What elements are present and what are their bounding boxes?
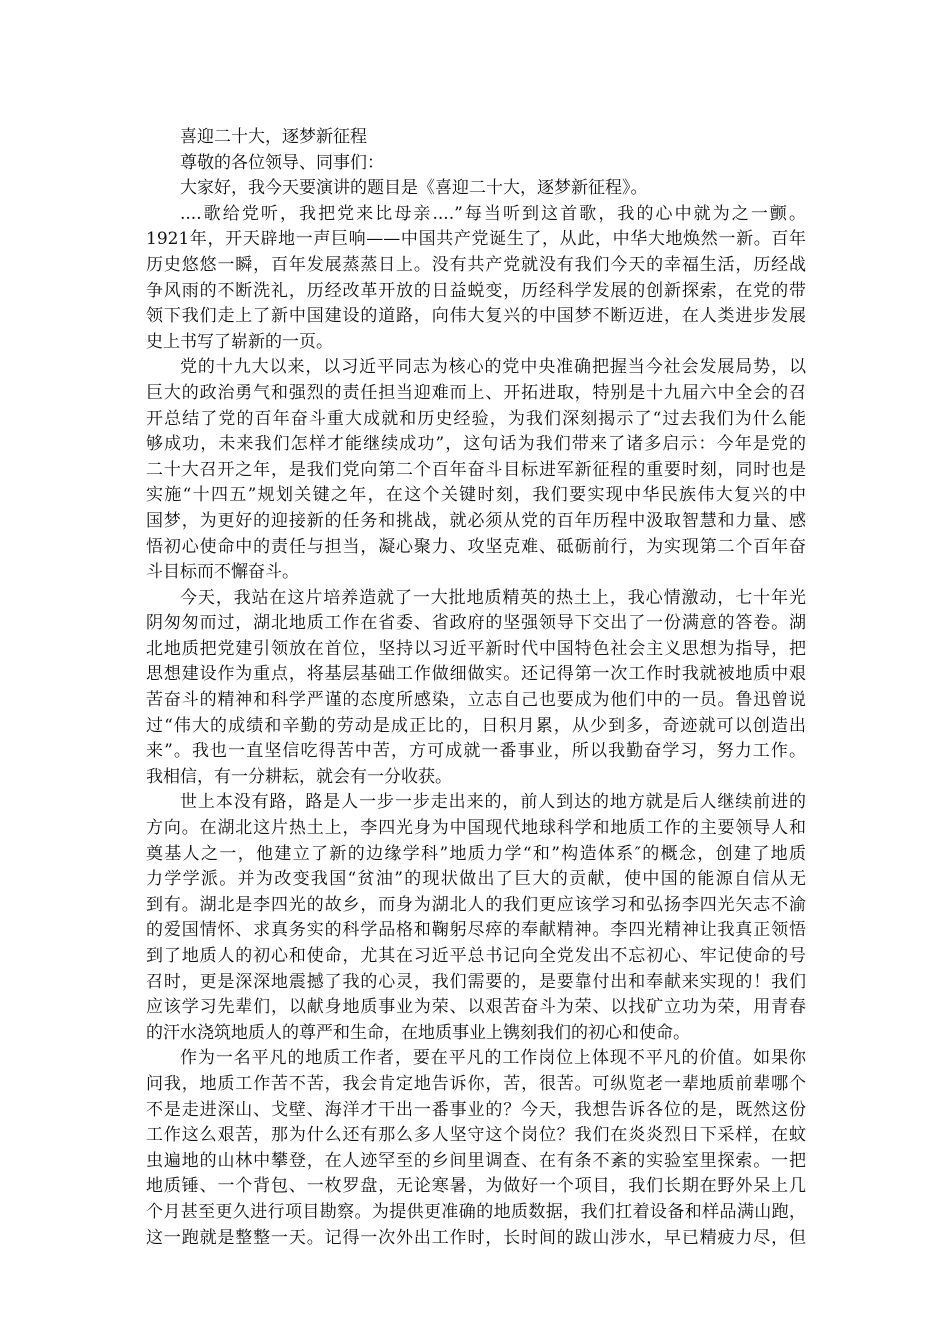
text-line: 世上本没有路，路是人一步一步走出来的，前人到达的地方就是后人继续前进的 <box>180 792 806 813</box>
document-title: 喜迎二十大，逐梦新征程 <box>180 127 367 147</box>
text-line: 应该学习先辈们，以献身地质事业为荣、以艰苦奋斗为荣、以找矿立功为荣，用青春 <box>146 997 806 1018</box>
text-line: 力学学派。并为改变我国“贫油”的现状做出了巨大的贡献，使中国的能源自信从无 <box>146 869 806 890</box>
text-line: 个月甚至更久进行项目勘察。为提供更准确的地质数据，我们扛着设备和样品满山跑， <box>146 1201 806 1222</box>
text-line: 问我，地质工作苦不苦，我会肯定地告诉你，苦，很苦。可纵览老一辈地质前辈哪个 <box>146 1073 806 1094</box>
text-line: 这一跑就是整整一天。记得一次外出工作时，长时间的跋山涉水，早已精疲力尽，但 <box>146 1227 806 1248</box>
text-line: 悟初心使命中的责任与担当，凝心聚力、攻坚克难、砥砺前行，为实现第二个百年奋 <box>146 536 806 557</box>
text-line: 作为一名平凡的地质工作者，要在平凡的工作岗位上体现不平凡的价值。如果你 <box>180 1048 806 1069</box>
text-line: 开总结了党的百年奋斗重大成就和历史经验，为我们深刻揭示了“过去我们为什么能 <box>146 408 806 429</box>
text-line: 史上书写了崭新的一页。 <box>146 331 333 352</box>
text-line: 过“伟大的成绩和辛勤的劳动是成正比的，日积月累，从少到多，奇迹就可以创造出 <box>146 715 806 736</box>
text-line: 斗目标而不懈奋斗。 <box>146 562 299 583</box>
text-line: 方向。在湖北这片热土上，李四光身为中国现代地球科学和地质工作的主要领导人和 <box>146 818 806 839</box>
text-line: 到了地质人的初心和使命，尤其在习近平总书记向全党发出不忘初心、牢记使命的号 <box>146 946 806 966</box>
text-line: 巨大的政治勇气和强烈的责任担当迎难而上、开拓进取，特别是十九届六中全会的召 <box>146 382 806 403</box>
text-line: 党的十九大以来，以习近平同志为核心的党中央准确把握当今社会发展局势，以 <box>180 357 806 378</box>
document-page <box>146 125 806 1251</box>
text-line: 我相信，有一分耕耘，就会有一分收获。 <box>146 766 452 787</box>
text-line: 二十大召开之年，是我们党向第二个百年奋斗目标进军新征程的重要时刻，同时也是 <box>146 459 806 480</box>
text-line: 不是走进深山、戈壁、海洋才干出一番事业的？今天，我想告诉各位的是，既然这份 <box>146 1099 806 1120</box>
text-line: 够成功，未来我们怎样才能继续成功”，这句话为我们带来了诸多启示：今年是党的 <box>146 434 806 455</box>
text-line: 国梦，为更好的迎接新的任务和挑战，就必须从党的百年历程中汲取智慧和力量、感 <box>146 510 806 531</box>
text-line: 地质锤、一个背包、一枚罗盘，无论寒暑，为做好一个项目，我们长期在野外呆上几 <box>146 1176 806 1197</box>
text-line: 到有。湖北是李四光的故乡，而身为湖北人的我们更应该学习和弘扬李四光矢志不渝 <box>146 894 806 915</box>
text-line: 苦奋斗的精神和科学严谨的态度所感染，立志自己也要成为他们中的一员。鲁迅曾说 <box>146 690 806 711</box>
text-line: 领下我们走上了新中国建设的道路，向伟大复兴的中国梦不断迈进，在人类进步发展 <box>146 306 806 327</box>
text-line: 实施“十四五”规划关键之年，在这个关键时刻，我们要实现中华民族伟大复兴的中 <box>146 485 806 506</box>
text-line: 1921年，开天辟地一声巨响——中国共产党诞生了，从此，中华大地焕然一新。百年 <box>146 229 806 250</box>
text-line: 工作这么艰苦，那为什么还有那么多人坚守这个岗位？我们在炎炎烈日下采样，在蚊 <box>146 1125 806 1146</box>
text-line: 争风雨的不断洗礼，历经改革开放的日益蜕变，历经科学发展的创新探索，在党的带 <box>146 280 806 301</box>
text-line: 的爱国情怀、求真务实的科学品格和鞠躬尽瘁的奉献精神。李四光精神让我真正领悟 <box>146 920 806 941</box>
document-body <box>146 176 806 1251</box>
text-line: 北地质把党建引领放在首位，坚持以习近平新时代中国特色社会主义思想为指导，把 <box>146 638 806 659</box>
text-line: 思想建设作为重点，将基层基础工作做细做实。还记得第一次工作时我就被地质中艰 <box>146 664 806 685</box>
text-line: 奠基人之一，他建立了新的边缘学科”地质力学“和”构造体系″的概念，创建了地质 <box>146 843 806 864</box>
text-line: 虫遍地的山林中攀登，在人迹罕至的乡间里调查、在有条不紊的实验室里探索。一把 <box>146 1150 806 1171</box>
text-line: ....歌给党听，我把党来比母亲....”每当听到这首歌，我的心中就为之一颤。 <box>180 203 806 224</box>
text-line: 来”。我也一直坚信吃得苦中苦，方可成就一番事业，所以我勤奋学习，努力工作。 <box>146 741 806 762</box>
text-line: 的汗水浇筑地质人的尊严和生命，在地质事业上镌刻我们的初心和使命。 <box>146 1022 690 1043</box>
text-line: 阴匆匆而过，湖北地质工作在省委、省政府的坚强领导下交出了一份满意的答卷。湖 <box>146 613 806 634</box>
document-greeting: 尊敬的各位领导、同事们： <box>180 152 384 173</box>
text-line: 召时，更是深深地震撼了我的心灵，我们需要的，是要靠付出和奉献来实现的！我们 <box>146 971 806 992</box>
text-line: 大家好，我今天要演讲的题目是《喜迎二十大，逐梦新征程》。 <box>180 178 648 199</box>
text-line: 今天，我站在这片培养造就了一大批地质精英的热土上，我心情激动，七十年光 <box>180 587 806 608</box>
text-line: 历史悠悠一瞬，百年发展蒸蒸日上。没有共产党就没有我们今天的幸福生活，历经战 <box>146 254 806 275</box>
